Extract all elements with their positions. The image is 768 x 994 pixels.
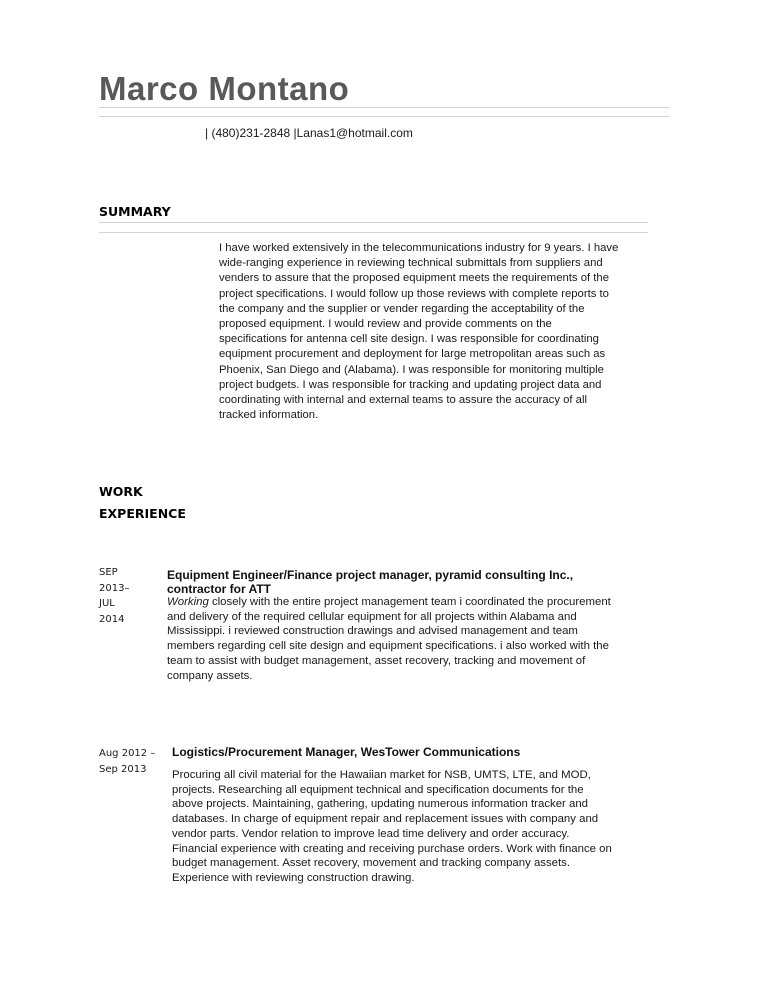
header-divider-bottom [99, 116, 670, 117]
work-heading-line-1: WORK [99, 484, 143, 499]
job-2-date-line: Sep 2013 [99, 763, 147, 775]
job-1-title: Equipment Engineer/Finance project manager, pyramid consulting Inc., contractor for ATT [167, 568, 574, 596]
job-2-description: Procuring all civil material for the Hawaiian market for NSB, UMTS, LTE, and MOD, projects. Researching all equipment technical and specification documents for the above projects. Maintaining, gathering, updating numerous information tracker and databases. In charge of equipment repair and replacement issues with company and vendor parts. Vendor relation to improve lead time delivery and order accuracy. Financial experience with creating and receiving purchase orders. Work with finance on budget management. Asset recovery, movement and tracking company assets. Experience with reviewing construction drawing. [172, 769, 612, 884]
job-1-date-line: 2014 [99, 613, 125, 625]
header-divider-top [99, 107, 670, 108]
job-2-dates [99, 746, 165, 777]
contact-line: | (480)231-2848 |Lanas1@hotmail.com [205, 126, 413, 140]
job-2-date-line: Aug 2012 – [99, 748, 156, 759]
work-experience-heading [99, 481, 186, 525]
job-1-description [167, 595, 622, 683]
summary-divider-top [99, 222, 648, 223]
resume-name: Marco Montano [99, 70, 350, 107]
job-1-desc-rest: closely with the entire project management team i coordinated the procurement and delivery of the required cellular equipment for all projects within Alabama and Mississippi. i reviewed construction drawings and advised management and team members regarding cell site design and equipment specifications. i also worked with the team to assist with budget management, asset recovery, tracking and movement of company assets. [167, 596, 611, 682]
job-1-date-line: JUL [99, 598, 115, 609]
summary-heading: SUMMARY [99, 204, 171, 219]
job-1-date-line: 2013– [99, 582, 130, 594]
summary-divider-bottom [99, 232, 648, 233]
work-heading-line-2: EXPERIENCE [99, 506, 186, 521]
summary-paragraph: I have worked extensively in the telecommunications industry for 9 years. I have wide-ranging experience in reviewing technical submittals from suppliers and venders to assure that the proposed equipment meets the requirements of the project specifications. I would follow up those reviews with complete reports to the company and the supplier or vender regarding the acceptability of the proposed equipment. I would review and provide comments on the specifications for antenna cell site design. I was responsible for coordinating equipment procurement and deployment for large metropolitan areas such as Phoenix, San Diego and (Alabama). I was responsible for monitoring multiple project budgets. I was responsible for tracking and updating project data and coordinating with internal and external teams to assure the accuracy of all tracked information. [219, 242, 619, 422]
job-1-date-line: SEP [99, 567, 118, 578]
job-1-dates [99, 565, 165, 627]
job-2-title: Logistics/Procurement Manager, WesTower Communications [172, 745, 521, 759]
job-1-desc-first-word: Working [167, 596, 209, 608]
